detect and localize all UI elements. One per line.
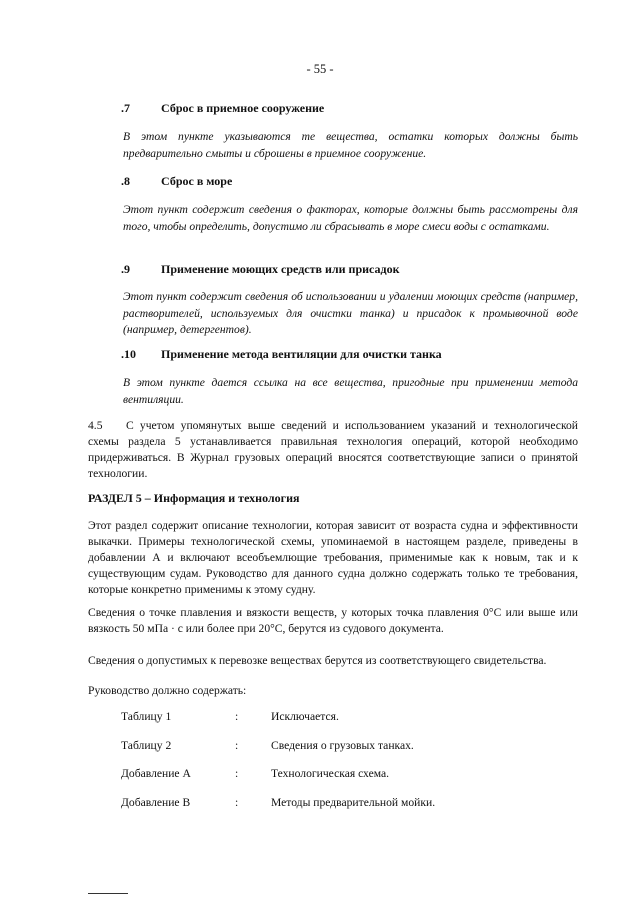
contents-description: Исключается. [271, 710, 339, 723]
section-5-paragraph-3: Сведения о допустимых к перевозке веществах берутся из соответствующего свидетельства. [88, 654, 547, 667]
subsection-heading-8 [121, 174, 232, 189]
paragraph-number: 4.5 [88, 419, 103, 432]
page-number: - 55 - [306, 62, 334, 76]
subsection-title: Применение метода вентиляции для очистки танка [161, 347, 442, 361]
contents-row [121, 739, 591, 755]
contents-description: Методы предварительной мойки. [271, 796, 436, 809]
subsection-text-10: В этом пункте дается ссылка на все вещества, пригодные при применении метода вентиляции. [123, 376, 578, 406]
subsection-heading-7 [121, 101, 324, 116]
subsection-title: Применение моющих средств или присадок [161, 262, 400, 276]
section-5-paragraph-2: Сведения о точке плавления и вязкости веществ, у которых точка плавления 0°C или выше или вязкость 50 мПа · с или более при 20°C, берутся из судового документа. [88, 606, 578, 635]
subsection-number: .10 [121, 347, 136, 361]
contents-row [121, 796, 591, 812]
subsection-text-8: Этот пункт содержит сведения о факторах, которые должны быть рассмотрены для того, чтобы определить, допустимо ли сбрасывать в море смеси воды с остатками. [123, 203, 578, 233]
contents-separator: : [235, 796, 239, 809]
contents-item: Таблицу 1 [121, 710, 172, 723]
contents-separator: : [235, 767, 239, 780]
contents-item: Добавление В [121, 796, 191, 809]
subsection-number: .7 [121, 101, 130, 115]
contents-separator: : [235, 710, 239, 723]
subsection-text-7: В этом пункте указываются те вещества, остатки которых должны быть предварительно смыты и сброшены в приемное сооружение. [123, 130, 578, 160]
paragraph-text: С учетом упомянутых выше сведений и использованием указаний и технологической схемы раздела 5 устанавливается правильная технология операций, которой необходимо придерживаться. В Журнал грузовых операций вносятся соответствующие записи о принятой технологии. [88, 419, 578, 480]
contents-item: Добавление А [121, 767, 191, 780]
section-5-paragraph-4: Руководство должно содержать: [88, 684, 247, 697]
footnote-separator [88, 893, 128, 894]
subsection-text-9: Этот пункт содержит сведения об использовании и удалении моющих средств (например, растворителей, используемых для очистки танка) и присадок к промывочной воде (например, детергентов). [123, 290, 578, 336]
contents-separator: : [235, 739, 239, 752]
subsection-title: Сброс в приемное сооружение [161, 101, 325, 115]
subsection-number: .8 [121, 174, 130, 188]
subsection-heading-10 [121, 347, 442, 362]
subsection-number: .9 [121, 262, 130, 276]
contents-row [121, 710, 591, 726]
subsection-title: Сброс в море [161, 174, 233, 188]
contents-row [121, 767, 591, 783]
section-5-paragraph-1: Этот раздел содержит описание технологии, которая зависит от возраста судна и эффективности выкачки. Примеры технологической схемы, упоминаемой в настоящем разделе, приведены в добавлении А и включают всеобъемлющие требования, применимые как к новым, так и к существующим судам. Руководство для данного судна должно содержать только те требования, которые конкретно применимы к этому судну. [88, 519, 578, 596]
contents-description: Технологическая схема. [271, 767, 390, 780]
subsection-heading-9 [121, 262, 400, 277]
section-5-heading: РАЗДЕЛ 5 – Информация и технология [88, 491, 300, 505]
contents-item: Таблицу 2 [121, 739, 172, 752]
paragraph-4-5 [88, 418, 578, 482]
contents-description: Сведения о грузовых танках. [271, 739, 414, 752]
